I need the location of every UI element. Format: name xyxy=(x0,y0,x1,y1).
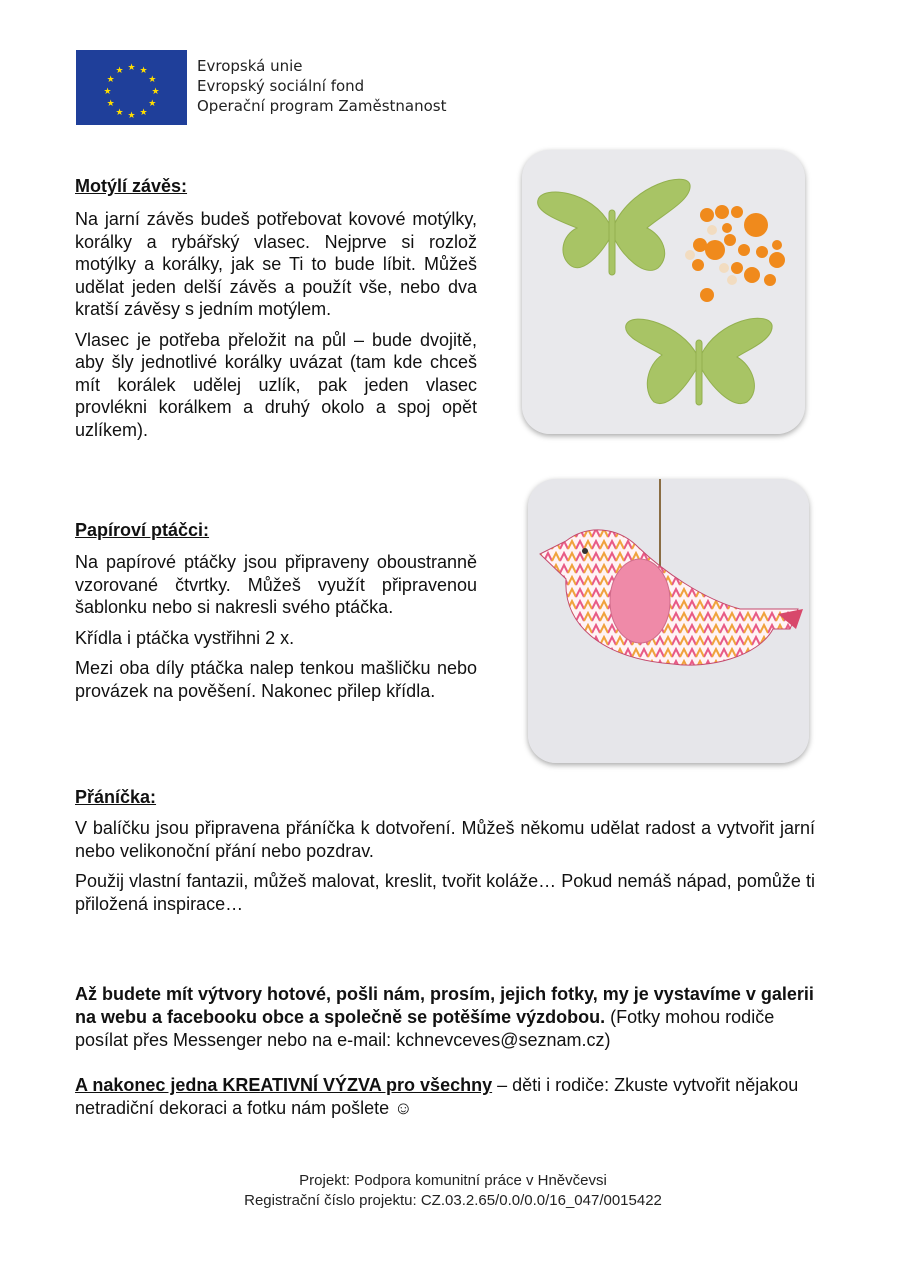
section-butterflies xyxy=(75,175,477,449)
closing-bold-text: Až budete mít výtvory hotové, pošli nám, prosím, jejich fotky, my je vystavíme v galerii na webu a facebooku obce a společně se potěšíme výzdobou. xyxy=(75,984,814,1027)
paragraph: Na papírové ptáčky jsou připraveny oboustranně vzorované čtvrtky. Můžeš využít připravenou šablonku nebo si nakresli svého ptáčka. xyxy=(75,552,477,617)
paragraph: Použij vlastní fantazii, můžeš malovat, kreslit, tvořit koláže… Pokud nemáš nápad, pomůže ti přiložená inspirace… xyxy=(75,871,815,914)
closing-message xyxy=(75,983,815,1052)
svg-text:★: ★ xyxy=(106,99,115,109)
svg-text:★: ★ xyxy=(148,75,157,85)
svg-text:★: ★ xyxy=(103,87,112,97)
svg-text:★: ★ xyxy=(148,99,157,109)
challenge-text: – děti i rodiče: Zkuste vytvořit nějakou netradiční dekoraci a fotku nám pošlete ☺ xyxy=(75,1075,799,1118)
butterflies-photo xyxy=(522,150,805,434)
svg-text:★: ★ xyxy=(151,87,160,97)
svg-text:★: ★ xyxy=(115,66,124,77)
svg-text:★: ★ xyxy=(127,63,136,73)
paragraph: V balíčku jsou připravena přáníčka k dotvoření. Můžeš někomu udělat radost a vytvořit jarní nebo velikonoční přání nebo pozdrav. xyxy=(75,818,815,861)
section-birds xyxy=(75,519,477,710)
section-title: Papíroví ptáčci: xyxy=(75,520,210,540)
eu-logo-line: Operační program Zaměstnanost xyxy=(197,97,447,115)
svg-text:★: ★ xyxy=(127,111,136,121)
eu-logo-line: Evropský sociální fond xyxy=(197,77,365,95)
section-title: Přáníčka: xyxy=(75,787,157,807)
svg-text:★: ★ xyxy=(139,66,148,77)
paragraph: Vlasec je potřeba přeložit na půl – bude dvojitě, aby šly jednotlivé korálky uvázat (tam kde chceš mít korálek udělej uzlík, pak jeden vlasec provlékni korálkem a druhý okolo a spoj opět uzlíkem). xyxy=(75,329,477,440)
eu-logo-line: Evropská unie xyxy=(197,57,303,75)
paragraph: Křídla i ptáčka vystřihni 2 x. xyxy=(75,627,295,648)
bird-photo xyxy=(528,479,809,763)
footer-registration: Registrační číslo projektu: CZ.03.2.65/0.0/0.0/16_047/0015422 xyxy=(244,1192,662,1209)
challenge-title: A nakonec jedna KREATIVNÍ VÝZVA pro všechny xyxy=(75,1075,493,1095)
paragraph: Mezi oba díly ptáčka nalep tenkou mašličku nebo provázek na pověšení. Nakonec přilep křídla. xyxy=(75,658,477,701)
paragraph: Na jarní závěs budeš potřebovat kovové motýlky, korálky a rybářský vlasec. Nejprve si rozlož motýlky a korálky, jak se Ti to bude líbit. Můžeš udělat jeden delší závěs a použít vše, nebo dva kratší závěsy s jedním motýlem. xyxy=(75,209,477,319)
creative-challenge xyxy=(75,1074,815,1120)
svg-text:★: ★ xyxy=(115,107,124,118)
section-cards xyxy=(75,786,815,923)
section-title: Motýlí závěs: xyxy=(75,176,188,196)
eu-flag-icon xyxy=(76,50,187,125)
svg-text:★: ★ xyxy=(139,107,148,118)
footer-project: Projekt: Podpora komunitní práce v Hněvčevsi xyxy=(299,1172,607,1189)
closing-contact-text: (Fotky mohou rodiče posílat přes Messenger nebo na e-mail: kchnevceves@seznam.cz) xyxy=(75,1007,775,1050)
footer xyxy=(0,1171,906,1211)
eu-logo-text xyxy=(197,56,447,116)
svg-text:★: ★ xyxy=(106,75,115,85)
